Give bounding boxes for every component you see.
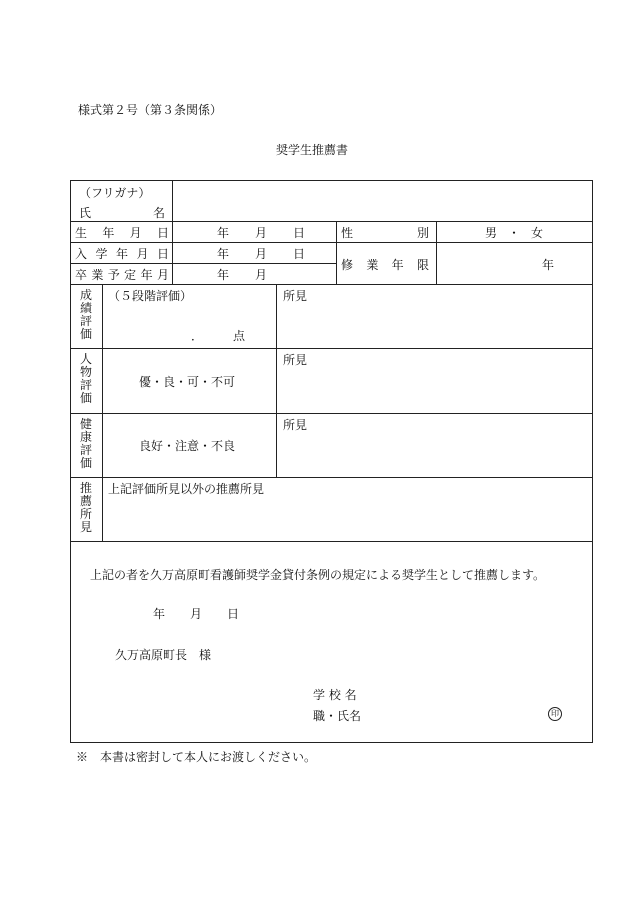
birth-year-unit: 年 [217, 226, 230, 240]
character-evaluation-label: 人 物 評 価 [79, 352, 92, 405]
health-opinion-label: 所見 [283, 418, 308, 432]
rule [71, 477, 592, 478]
grades-opinion-label: 所見 [283, 289, 308, 303]
graduation-date-label: 卒 業 予 定 年 月 [75, 268, 169, 282]
statement-day-unit: 日 [227, 607, 240, 621]
enroll-month-unit: 月 [255, 247, 268, 261]
statement-month-unit: 月 [190, 607, 203, 621]
furigana-label: （フリガナ） [79, 186, 151, 200]
gender-label: 性 別 [341, 226, 429, 240]
enroll-year-unit: 年 [217, 247, 230, 261]
birth-day-unit: 日 [293, 226, 306, 240]
recommendation-statement: 上記の者を久万高原町看護師奨学金貸付条例の規定による奨学生として推薦します。 [90, 568, 546, 582]
rule [71, 348, 592, 349]
grades-scale-note: （５段階評価） [108, 289, 193, 303]
name-label-first: 氏 [79, 206, 92, 220]
grades-evaluation-label: 成 績 評 価 [79, 288, 92, 341]
footnote: ※ 本書は密封して本人にお渡しください。 [76, 750, 317, 764]
rule [336, 221, 337, 284]
rule [71, 284, 592, 285]
birth-month-unit: 月 [255, 226, 268, 240]
rule [71, 242, 336, 243]
form-number: 様式第２号（第３条関係） [78, 103, 223, 117]
seal-mark: 印 [548, 707, 562, 721]
grad-year-unit: 年 [217, 268, 230, 282]
rule [71, 263, 336, 264]
recommendation-form-table [70, 180, 593, 743]
health-evaluation-label: 健 康 評 価 [79, 417, 92, 470]
birthdate-label: 生 年 月 日 [75, 226, 169, 240]
rule [172, 181, 173, 284]
rule [71, 541, 592, 542]
recommendation-opinion-text: 上記評価所見以外の推薦所見 [108, 482, 265, 496]
addressee: 久万高原町長 様 [115, 648, 212, 662]
character-opinion-label: 所見 [283, 353, 308, 367]
enroll-day-unit: 日 [293, 247, 306, 261]
rule [276, 284, 277, 477]
position-name-label: 職・氏名 [313, 709, 362, 723]
study-period-label: 修 業 年 限 [341, 258, 429, 272]
character-options: 優・良・可・不可 [139, 375, 236, 389]
rule [102, 284, 103, 541]
rule [71, 413, 592, 414]
grad-month-unit: 月 [255, 268, 268, 282]
statement-year-unit: 年 [153, 607, 166, 621]
recommendation-opinion-label: 推 薦 所 見 [79, 481, 92, 534]
grades-points-unit: 点 [233, 329, 246, 343]
document-title: 奨学生推薦書 [276, 143, 349, 157]
school-name-label: 学 校 名 [313, 688, 357, 702]
name-label-second: 名 [153, 206, 166, 220]
gender-options: 男 ・ 女 [485, 226, 543, 240]
rule [71, 221, 592, 222]
health-options: 良好・注意・不良 [139, 439, 236, 453]
rule [436, 221, 437, 284]
enrollment-date-label: 入 学 年 月 日 [75, 247, 169, 261]
grades-decimal-point: ． [191, 329, 204, 343]
rule [336, 242, 592, 243]
study-period-unit: 年 [542, 258, 555, 272]
